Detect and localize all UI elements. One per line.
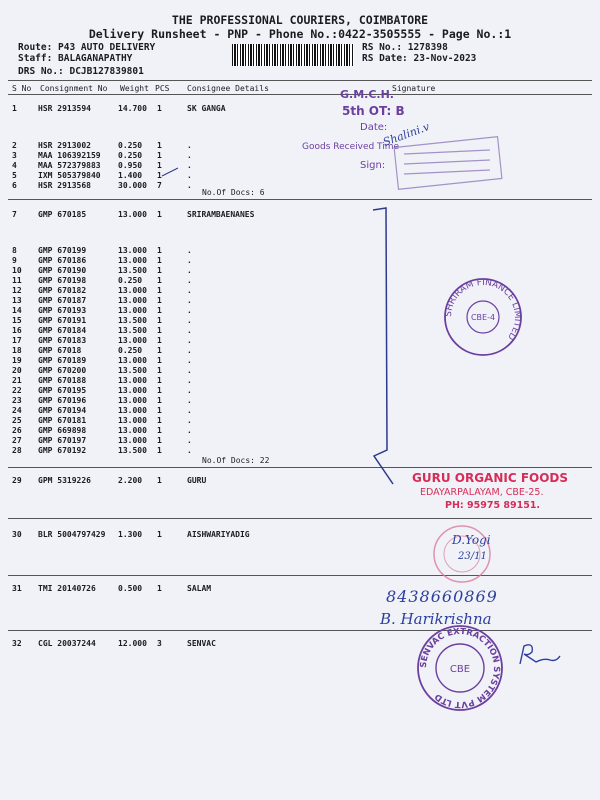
row-consignee: . — [187, 376, 192, 385]
row-weight: 13.000 — [118, 336, 147, 345]
delivery-runsheet: THE PROFESSIONAL COURIERS, COIMBATORE Delivery Runsheet - PNP - Phone No.:0422-3505555 - Page No.:1 Route: P43 AUTO DELIVERY Staff: BALAGANAPATHY DRS No.: DCJB127839801 RS No.: 1278398 RS Date: 23-Nov-2023 S No Consignment No Weight PCS Consignee Details Signature 1 HSR 2913594 14.700 1 SK GANGA 2 HSR 2913002 0.250 1 . 3 MAA 106392159 0.250 1 . 4 MAA 572379883 0.950 1 . 5 IXM 505379840 1.400 1 . 6 HSR 2913568 30.000 7 . 7 GMP 670185 13.000 1 SRIRAMBAENANES 8 GMP 670199 13.000 1 . 9 GMP 670186 13.000 1 . 10 GMP 670190 13.500 1 . 11 GMP 670198 0.250 1 . 12 GMP 670182 13.000 1 . 13 GMP 670187 13.000 1 . 14 GMP 670193 13.000 1 . 15 GMP 670191 13.500 1 . 16 GMP 670184 13.500 1 . 17 GMP 670183 13.000 1 . 18 GMP 67018 0.250 1 . 19 GMP 670189 13.000 1 . 20 GMP 670200 13.500 1 . 21 GMP 670188 13.000 1 . 22 GMP 670195 13.000 1 . 23 GMP 670196 13.000 1 . 24 GMP 670194 13.000 1 . 25 GMP 670181 13.000 1 . 26 GMP 669898 13.000 1 . 27 GMP 670197 13.000 1 . 28 GMP 670192 13.500 1 . 29 GPM 5319226 2.200 1 GURU 30 BLR 5004797429 1.300 1 AISHWARIYADIG 31 TMI 20140726 0.500 1 SALAM 32 CGL 20037244 12.000 3 SENVAC No.Of Docs: 6 No.Of Docs: 22 G.M.C.H. 5th OT: B Date: Goods Received Time Sign: Shalini.v SHRIRAM FINANCE LIMITED CBE-4 GURU ORGANIC FOODS EDAYARPALAYAM, CBE-25. PH: 95975 89151. D.Yogi 23/11 8438660869 B. Harikrishna SENVAC EXTRACTION SYSTEM PVT LTD CBE — [0, 0, 600, 800]
runsheet-subtitle: Delivery Runsheet - PNP - Phone No.:0422-3505555 - Page No.:1 — [88, 27, 512, 41]
senvac-ring-text: SENVAC EXTRACTION SYSTEM PVT LTD — [418, 626, 502, 710]
row-consignment: GMP 670182 — [38, 286, 87, 295]
row-weight: 12.000 — [118, 639, 147, 648]
row-weight: 13.000 — [118, 396, 147, 405]
row-pcs: 1 — [157, 286, 162, 295]
row-sno: 20 — [12, 366, 22, 375]
row-sno: 32 — [12, 639, 22, 648]
row-pcs: 1 — [157, 246, 162, 255]
col-consignee: Consignee Details — [187, 84, 269, 93]
faded-square-stamp — [390, 132, 510, 196]
row-pcs: 1 — [157, 266, 162, 275]
row-consignee: AISHWARIYADIG — [187, 530, 250, 539]
row-sno: 4 — [12, 161, 17, 170]
row-pcs: 1 — [157, 530, 162, 539]
row-sno: 15 — [12, 316, 22, 325]
row-pcs: 1 — [157, 306, 162, 315]
row-consignee: . — [187, 141, 192, 150]
row-weight: 13.000 — [118, 426, 147, 435]
row-sno: 3 — [12, 151, 17, 160]
row-sno: 13 — [12, 296, 22, 305]
row-consignment: GMP 670196 — [38, 396, 87, 405]
col-consignment: Consignment No — [40, 84, 108, 93]
row-pcs: 1 — [157, 386, 162, 395]
row-weight: 13.000 — [118, 306, 147, 315]
row-sno: 21 — [12, 376, 22, 385]
row-weight: 13.000 — [118, 356, 147, 365]
row-pcs: 1 — [157, 326, 162, 335]
row-weight: 13.500 — [118, 326, 147, 335]
col-weight: Weight — [120, 84, 149, 93]
row-sno: 16 — [12, 326, 22, 335]
row-weight: 0.950 — [118, 161, 143, 170]
row-consignment: GMP 670190 — [38, 266, 87, 275]
row-sno: 27 — [12, 436, 22, 445]
row-consignment: HSR 2913002 — [38, 141, 91, 150]
row-consignee: . — [187, 366, 192, 375]
row-consignment: GMP 670198 — [38, 276, 87, 285]
row-weight: 13.500 — [118, 316, 147, 325]
row-consignee: SALAM — [187, 584, 212, 593]
route-info: Route: P43 AUTO DELIVERY — [18, 42, 156, 53]
row-sno: 23 — [12, 396, 22, 405]
col-sno: S No — [12, 84, 32, 93]
row-sno: 18 — [12, 346, 22, 355]
row-consignee: . — [187, 266, 192, 275]
senvac-center: CBE — [449, 664, 471, 675]
row-consignee: . — [187, 346, 192, 355]
row-pcs: 1 — [157, 141, 162, 150]
row-weight: 1.300 — [118, 530, 143, 539]
row-weight: 13.000 — [118, 286, 147, 295]
row-weight: 13.000 — [118, 256, 147, 265]
row-pcs: 1 — [157, 376, 162, 385]
senvac-stamp — [414, 622, 506, 714]
row-consignee: . — [187, 286, 192, 295]
row-consignee: . — [187, 276, 192, 285]
row-consignee: . — [187, 356, 192, 365]
salam-name: B. Harikrishna — [380, 610, 492, 628]
row-pcs: 1 — [157, 210, 162, 219]
row-weight: 13.500 — [118, 446, 147, 455]
row-consignee: . — [187, 316, 192, 325]
row-weight: 14.700 — [118, 104, 147, 113]
row-consignment: GMP 67018 — [38, 346, 82, 355]
row-consignee: . — [187, 246, 192, 255]
row-consignee: . — [187, 296, 192, 305]
row-pcs: 1 — [157, 104, 162, 113]
row-weight: 30.000 — [118, 181, 147, 190]
aish-date: 23/11 — [458, 551, 487, 562]
row-consignee: SRIRAMBAENANES — [187, 210, 255, 219]
row-consignment: TMI 20140726 — [38, 584, 96, 593]
row-weight: 13.000 — [118, 246, 147, 255]
row-weight: 0.250 — [118, 141, 143, 150]
row-consignment: GMP 670185 — [38, 210, 87, 219]
row-consignment: GMP 670194 — [38, 406, 87, 415]
row-sno: 26 — [12, 426, 22, 435]
rs-date: RS Date: 23-Nov-2023 — [362, 53, 477, 64]
row-pcs: 1 — [157, 256, 162, 265]
row-sno: 22 — [12, 386, 22, 395]
finance-center: CBE-4 — [470, 313, 496, 322]
row-sno: 14 — [12, 306, 22, 315]
row-pcs: 1 — [157, 436, 162, 445]
row-consignee: SK GANGA — [187, 104, 226, 113]
row-sno: 8 — [12, 246, 17, 255]
row-sno: 6 — [12, 181, 17, 190]
row-consignee: GURU — [187, 476, 207, 485]
shriram-finance-stamp — [438, 272, 528, 362]
row-consignee: . — [187, 161, 192, 170]
group-total-1: No.Of Docs: 6 — [202, 188, 265, 197]
row-weight: 13.000 — [118, 436, 147, 445]
row-sno: 5 — [12, 171, 17, 180]
row-weight: 13.000 — [118, 406, 147, 415]
row-sno: 25 — [12, 416, 22, 425]
row-pcs: 1 — [157, 396, 162, 405]
row-consignment: HSR 2913568 — [38, 181, 91, 190]
row-pcs: 7 — [157, 181, 162, 190]
row-sno: 11 — [12, 276, 22, 285]
row-consignee: . — [187, 151, 192, 160]
row-pcs: 3 — [157, 639, 162, 648]
row-pcs: 1 — [157, 366, 162, 375]
row-consignee: . — [187, 171, 192, 180]
row-sno: 1 — [12, 104, 17, 113]
row-consignment: GMP 670189 — [38, 356, 87, 365]
row-pcs: 1 — [157, 476, 162, 485]
row-pcs: 1 — [157, 336, 162, 345]
row-pcs: 1 — [157, 416, 162, 425]
row-weight: 0.250 — [118, 276, 143, 285]
row-consignment: GMP 670184 — [38, 326, 87, 335]
row-consignee: . — [187, 436, 192, 445]
row-weight: 13.500 — [118, 366, 147, 375]
drs-number: DRS No.: DCJB127839801 — [18, 66, 144, 77]
row-pcs: 1 — [157, 426, 162, 435]
row-pcs: 1 — [157, 171, 162, 180]
rs-number: RS No.: 1278398 — [362, 42, 448, 53]
row-consignment: GPM 5319226 — [38, 476, 91, 485]
row-consignment: GMP 670199 — [38, 246, 87, 255]
row-sno: 7 — [12, 210, 17, 219]
row-consignment: GMP 670200 — [38, 366, 87, 375]
row-weight: 1.400 — [118, 171, 143, 180]
row-consignment: GMP 670183 — [38, 336, 87, 345]
row-weight: 13.000 — [118, 376, 147, 385]
row-consignment: BLR 5004797429 — [38, 530, 106, 539]
row-sno: 29 — [12, 476, 22, 485]
row-pcs: 1 — [157, 356, 162, 365]
staff-info: Staff: BALAGANAPATHY — [18, 53, 133, 64]
row-consignee: . — [187, 326, 192, 335]
col-signature: Signature — [392, 84, 436, 93]
senvac-signature-scribble — [514, 640, 564, 670]
row-consignment: IXM 505379840 — [38, 171, 101, 180]
row-weight: 13.000 — [118, 296, 147, 305]
row-consignee: . — [187, 181, 192, 190]
row-weight: 13.000 — [118, 416, 147, 425]
finance-ring-text: SHRIRAM FINANCE LIMITED — [443, 277, 523, 342]
row-pcs: 1 — [157, 161, 162, 170]
row-consignment: CGL 20037244 — [38, 639, 96, 648]
row-pcs: 1 — [157, 276, 162, 285]
salam-phone: 8438660869 — [386, 587, 498, 606]
row-consignee: SENVAC — [187, 639, 216, 648]
row-pcs: 1 — [157, 316, 162, 325]
row-consignee: . — [187, 336, 192, 345]
row-sno: 2 — [12, 141, 17, 150]
svg-text:SHRIRAM FINANCE LIMITED — [444, 278, 522, 342]
row-consignment: HSR 2913594 — [38, 104, 91, 113]
row-sno: 17 — [12, 336, 22, 345]
row-sno: 24 — [12, 406, 22, 415]
row-weight: 0.500 — [118, 584, 143, 593]
row-consignee: . — [187, 426, 192, 435]
row-consignment: GMP 670181 — [38, 416, 87, 425]
row-weight: 13.500 — [118, 266, 147, 275]
row-consignment: GMP 670195 — [38, 386, 87, 395]
row-consignment: GMP 670191 — [38, 316, 87, 325]
row-sno: 9 — [12, 256, 17, 265]
row-pcs: 1 — [157, 584, 162, 593]
row-weight: 0.250 — [118, 151, 143, 160]
row-consignee: . — [187, 406, 192, 415]
row-weight: 13.000 — [118, 386, 147, 395]
row-consignee: . — [187, 256, 192, 265]
group-total-2: No.Of Docs: 22 — [202, 456, 270, 465]
row-consignment: GMP 670192 — [38, 446, 87, 455]
row-sno: 19 — [12, 356, 22, 365]
row-weight: 0.250 — [118, 346, 143, 355]
company-title: THE PROFESSIONAL COURIERS, COIMBATORE — [171, 13, 429, 27]
row-consignee: . — [187, 386, 192, 395]
row-pcs: 1 — [157, 346, 162, 355]
row-consignment: GMP 670197 — [38, 436, 87, 445]
row-weight: 13.000 — [118, 210, 147, 219]
row-pcs: 1 — [157, 406, 162, 415]
aish-signature: D.Yogi — [452, 533, 491, 547]
row-sno: 12 — [12, 286, 22, 295]
row-consignment: MAA 106392159 — [38, 151, 101, 160]
row-pcs: 1 — [157, 296, 162, 305]
row-consignee: . — [187, 446, 192, 455]
row-pcs: 1 — [157, 446, 162, 455]
row-consignee: . — [187, 416, 192, 425]
row-sno: 28 — [12, 446, 22, 455]
row-consignment: GMP 670186 — [38, 256, 87, 265]
row-consignee: . — [187, 396, 192, 405]
gmch-signature: Shalini.v — [381, 120, 432, 149]
row-consignee: . — [187, 306, 192, 315]
row-consignment: GMP 670193 — [38, 306, 87, 315]
row-sno: 31 — [12, 584, 22, 593]
row-sno: 30 — [12, 530, 22, 539]
row-consignment: GMP 669898 — [38, 426, 87, 435]
col-pcs: PCS — [155, 84, 170, 93]
row-sno: 10 — [12, 266, 22, 275]
row-consignment: GMP 670188 — [38, 376, 87, 385]
row-consignment: MAA 572379883 — [38, 161, 101, 170]
row-consignment: GMP 670187 — [38, 296, 87, 305]
row-pcs: 1 — [157, 151, 162, 160]
row-weight: 2.200 — [118, 476, 143, 485]
